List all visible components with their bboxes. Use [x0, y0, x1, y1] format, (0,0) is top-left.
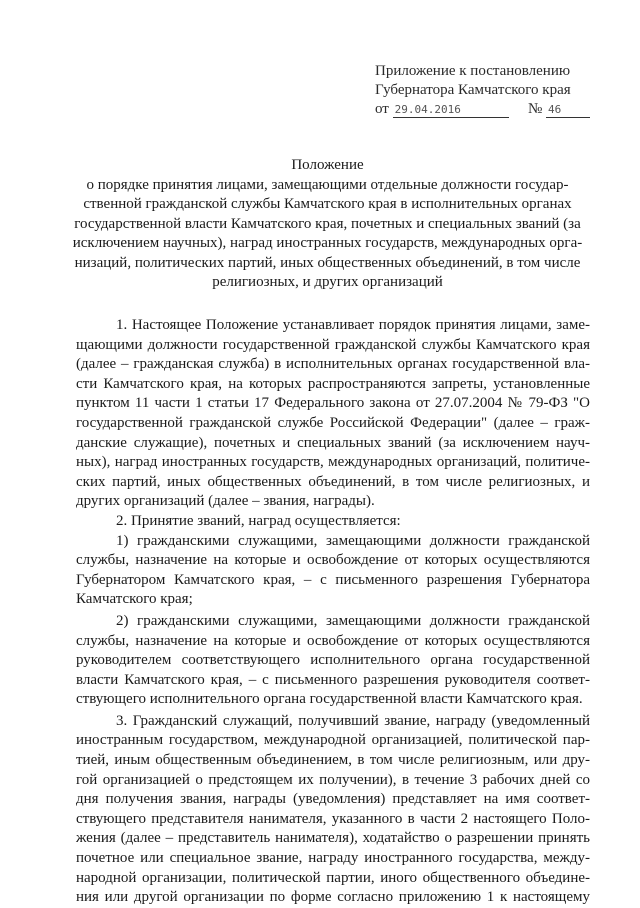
- text-line: службы, назначение на которые и освобождение от которых осуществляются: [76, 552, 590, 569]
- text-line: ских партий, иных общественных объединений, в том числе религиозных, и: [76, 473, 590, 490]
- text-line: 3. Гражданский служащий, получивший звание, награду (уведомленный: [116, 712, 590, 729]
- text-line: 2. Принятие званий, наград осуществляется:: [116, 512, 401, 529]
- text-line: почетное или специальное звание, награду иностранного государства, между-: [76, 850, 590, 867]
- text-line: гой организацией о предстоящем их получении), в течение 3 рабочих дней со: [76, 771, 590, 788]
- text-line: пунктом 11 части 1 статьи 17 Федерального закона от 27.07.2004 № 79-ФЗ "О: [76, 395, 590, 412]
- text-line: других организаций (далее – звания, награды).: [76, 493, 375, 510]
- text-line: дня получения звания, награды (уведомления) представляет на имя соответ-: [76, 791, 590, 808]
- appendix-number: 46: [546, 103, 590, 118]
- text-line: ных), наград иностранных государств, международных организаций, политиче-: [76, 454, 590, 471]
- text-line: власти Камчатского края, – с письменного разрешения руководителя соответ-: [76, 671, 590, 688]
- text-line: 2) гражданскими служащими, замещающими должности гражданской: [116, 612, 590, 629]
- paragraph-2-item-2: [76, 612, 590, 710]
- text-line: иностранным государством, международной организацией, политической пар-: [76, 732, 590, 749]
- appendix-header: [375, 62, 590, 119]
- paragraph-3: [76, 712, 590, 908]
- paragraph-2: [76, 512, 590, 532]
- text-line: щающими должности государственной гражданской службы Камчатского края: [76, 336, 590, 353]
- text-line: ствующего представителя нанимателя, указанного в части 2 настоящего Поло-: [76, 810, 590, 827]
- appendix-date-line: [375, 100, 590, 119]
- appendix-date: 29.04.2016: [393, 103, 509, 118]
- appendix-line-1: Приложение к постановлению: [375, 63, 571, 79]
- appendix-from-label: от: [375, 101, 389, 117]
- text-line: 1. Настоящее Положение устанавливает порядок принятия лицами, заме-: [116, 317, 590, 333]
- text-line: Камчатского края;: [76, 591, 193, 608]
- text-line: Губернатором Камчатского края, – с письменного разрешения Губернатора: [76, 571, 590, 588]
- document-title: [60, 156, 595, 293]
- text-line: ствующего исполнительного органа государственной власти Камчатского края.: [76, 691, 583, 708]
- appendix-line-2: Губернатора Камчатского края: [375, 82, 571, 98]
- title-line: ственной гражданской службы Камчатского края в исполнительных органах: [83, 196, 572, 212]
- document-body: [76, 316, 590, 908]
- paragraph-2-item-1: [76, 532, 590, 610]
- text-line: (далее – гражданская служба) в исполнительных органах государственной вла-: [76, 356, 590, 373]
- title-line: государственной власти Камчатского края, почетных и специальных званий (за: [74, 215, 581, 232]
- title-line: о порядке принятия лицами, замещающими отдельные должности государ-: [86, 176, 569, 193]
- title-line: низаций, политических партий, иных общественных объединений, в том числе: [74, 254, 581, 271]
- title-heading: Положение: [291, 157, 364, 173]
- paragraph-1: [76, 316, 590, 512]
- text-line: жения (далее – представитель нанимателя), ходатайство о разрешении принять: [76, 830, 590, 847]
- text-line: государственной гражданской службе Российской Федерации" (далее – граж-: [76, 414, 590, 431]
- title-line: исключением научных), наград иностранных государств, международных орга-: [72, 235, 583, 251]
- text-line: данские служащие), почетных и специальных званий (за исключением науч-: [76, 434, 590, 451]
- text-line: руководителем соответствующего исполнительного органа государственной: [76, 652, 590, 669]
- text-line: тией, иным общественным объединением, в том числе религиозным, или дру-: [76, 752, 590, 769]
- text-line: народной организации, политической партии, иного общественного объедине-: [76, 869, 590, 886]
- appendix-number-label: №: [527, 101, 543, 117]
- text-line: сти Камчатского края, на которых распространяются запреты, установленные: [76, 375, 590, 392]
- text-line: ния или другой организации по форме согласно приложению 1 к настоящему: [76, 889, 590, 906]
- title-line: религиозных, и других организаций: [212, 274, 443, 290]
- text-line: 1) гражданскими служащими, замещающими должности гражданской: [116, 532, 590, 549]
- text-line: службы, назначение на которые и освобождение от которых осуществляются: [76, 632, 590, 649]
